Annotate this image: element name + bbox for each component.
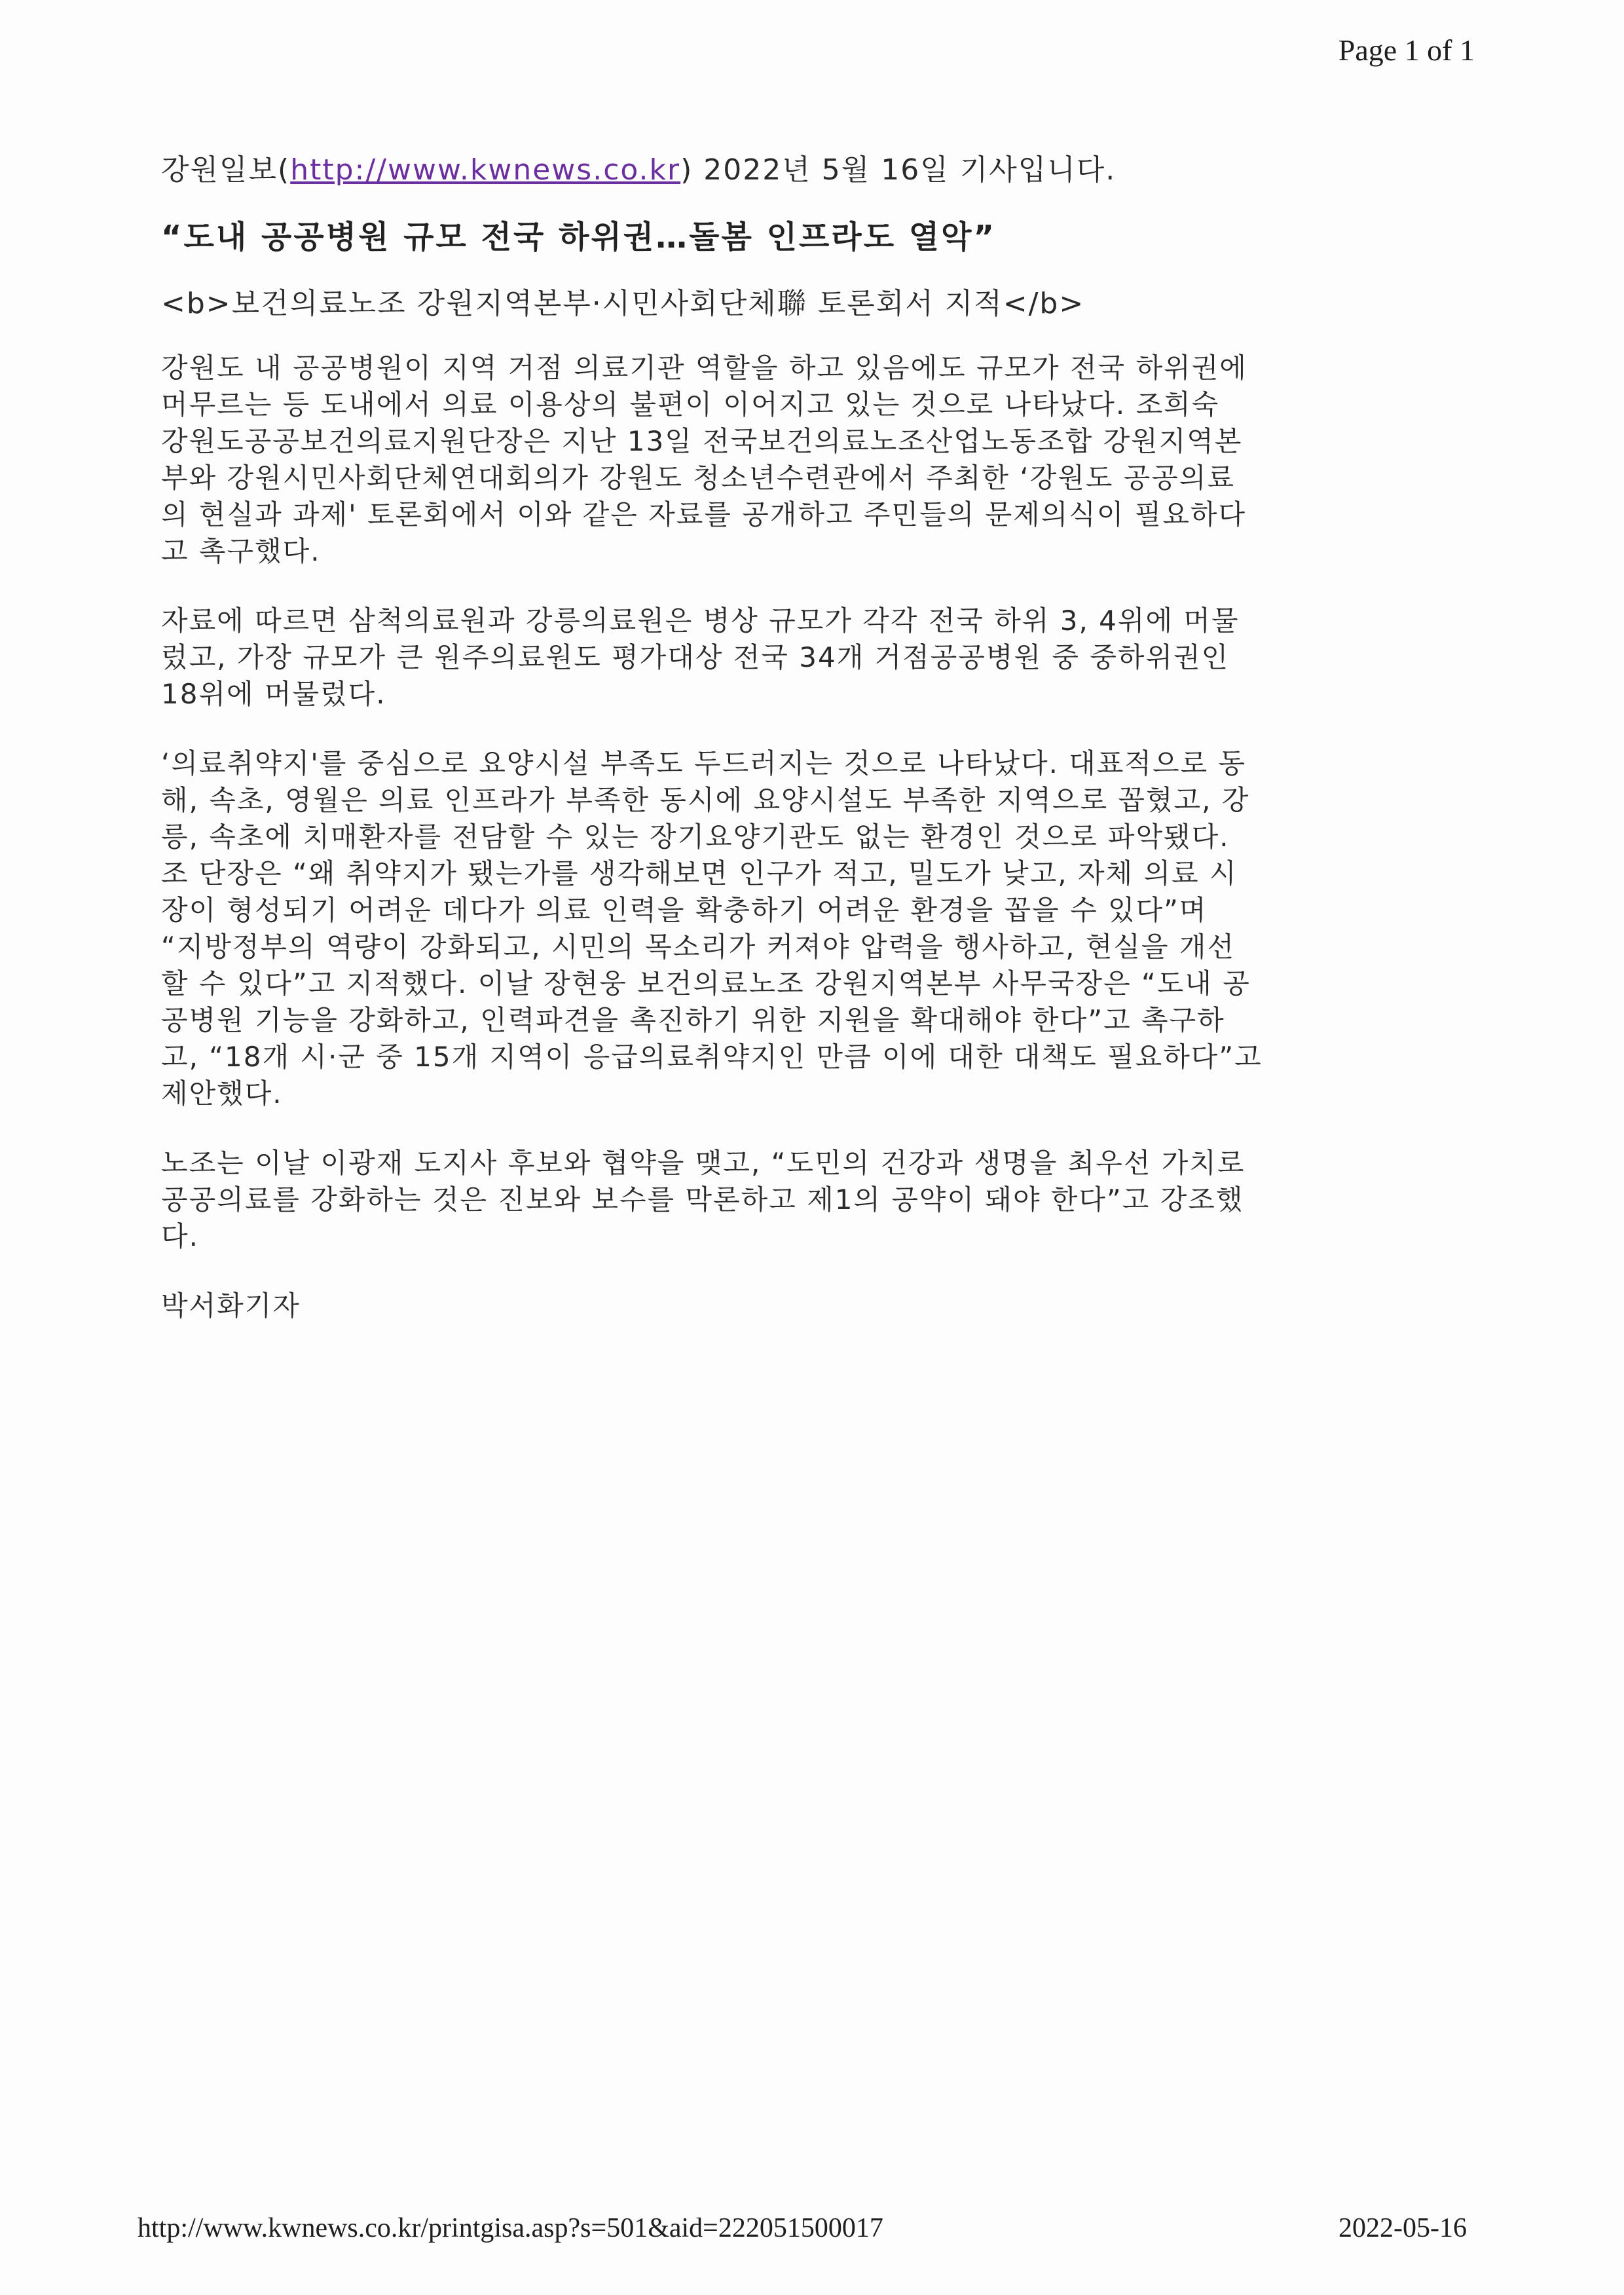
article bbox=[161, 151, 1438, 1324]
source-link[interactable]: http://www.kwnews.co.kr bbox=[290, 153, 681, 187]
page-number: Page 1 of 1 bbox=[1338, 33, 1475, 67]
article-subhead: <b>보건의료노조 강원지역본부·시민사회단체聯 토론회서 지적</b> bbox=[161, 287, 1085, 320]
footer-date: 2022-05-16 bbox=[1338, 2213, 1467, 2243]
source-prefix: 강원일보( bbox=[161, 153, 291, 187]
article-byline: 박서화기자 bbox=[161, 1290, 301, 1322]
footer-url: http://www.kwnews.co.kr/printgisa.asp?s=501&aid=222051500017 bbox=[138, 2213, 883, 2243]
article-paragraph-4: 노조는 이날 이광재 도지사 후보와 협약을 맺고, “도민의 건강과 생명을 최우선 가치로 공공의료를 강화하는 것은 진보와 보수를 막론하고 제1의 공약이 돼야 한다”고 강조했 다. bbox=[161, 1147, 1246, 1252]
article-paragraph-3: ‘의료취약지'를 중심으로 요양시설 부족도 두드러지는 것으로 나타났다. 대표적으로 동 해, 속초, 영월은 의료 인프라가 부족한 동시에 요양시설도 부족한 지역으로 꼽혔고, 강 릉, 속초에 치매환자를 전담할 수 있는 장기요양기관도 없는 환경인 것으로 파악됐다. 조 단장은 “왜 취약지가 됐는가를 생각해보면 인구가 적고, 밀도가 낮고, 자체 의료 시 장이 형성되기 어려운 데다가 의료 인력을 확충하기 어려운 환경을 꼽을 수 있다”며 “지방정부의 역량이 강화되고, 시민의 목소리가 커져야 압력을 행사하고, 현실을 개선 할 수 있다”고 지적했다. 이날 장현웅 보건의료노조 강원지역본부 사무국장은 “도내 공 공병원 기능을 강화하고, 인력파견을 촉진하기 위한 지원을 확대해야 한다”고 촉구하 고, “18개 시·군 중 15개 지역이 응급의료취약지인 만큼 이에 대한 대책도 필요하다”고 제안했다. bbox=[161, 747, 1263, 1110]
article-paragraph-1: 강원도 내 공공병원이 지역 거점 의료기관 역할을 하고 있음에도 규모가 전국 하위권에 머무르는 등 도내에서 의료 이용상의 불편이 이어지고 있는 것으로 나타났다. 조희숙 강원도공공보건의료지원단장은 지난 13일 전국보건의료노조산업노동조합 강원지역본 부와 강원시민사회단체연대회의가 강원도 청소년수련관에서 주최한 ‘강원도 공공의료 의 현실과 과제' 토론회에서 이와 같은 자료를 공개하고 주민들의 문제의식이 필요하다 고 촉구했다. bbox=[161, 352, 1247, 567]
article-headline: “도내 공공병원 규모 전국 하위권…돌봄 인프라도 열악” bbox=[161, 219, 997, 255]
source-suffix: ) 2022년 5월 16일 기사입니다. bbox=[680, 153, 1116, 187]
source-line bbox=[161, 151, 1438, 190]
article-paragraph-2: 자료에 따르면 삼척의료원과 강릉의료원은 병상 규모가 각각 전국 하위 3, 4위에 머물 렀고, 가장 규모가 큰 원주의료원도 평가대상 전국 34개 거점공공병원 중 중하위권인 18위에 머물렀다. bbox=[161, 605, 1240, 710]
